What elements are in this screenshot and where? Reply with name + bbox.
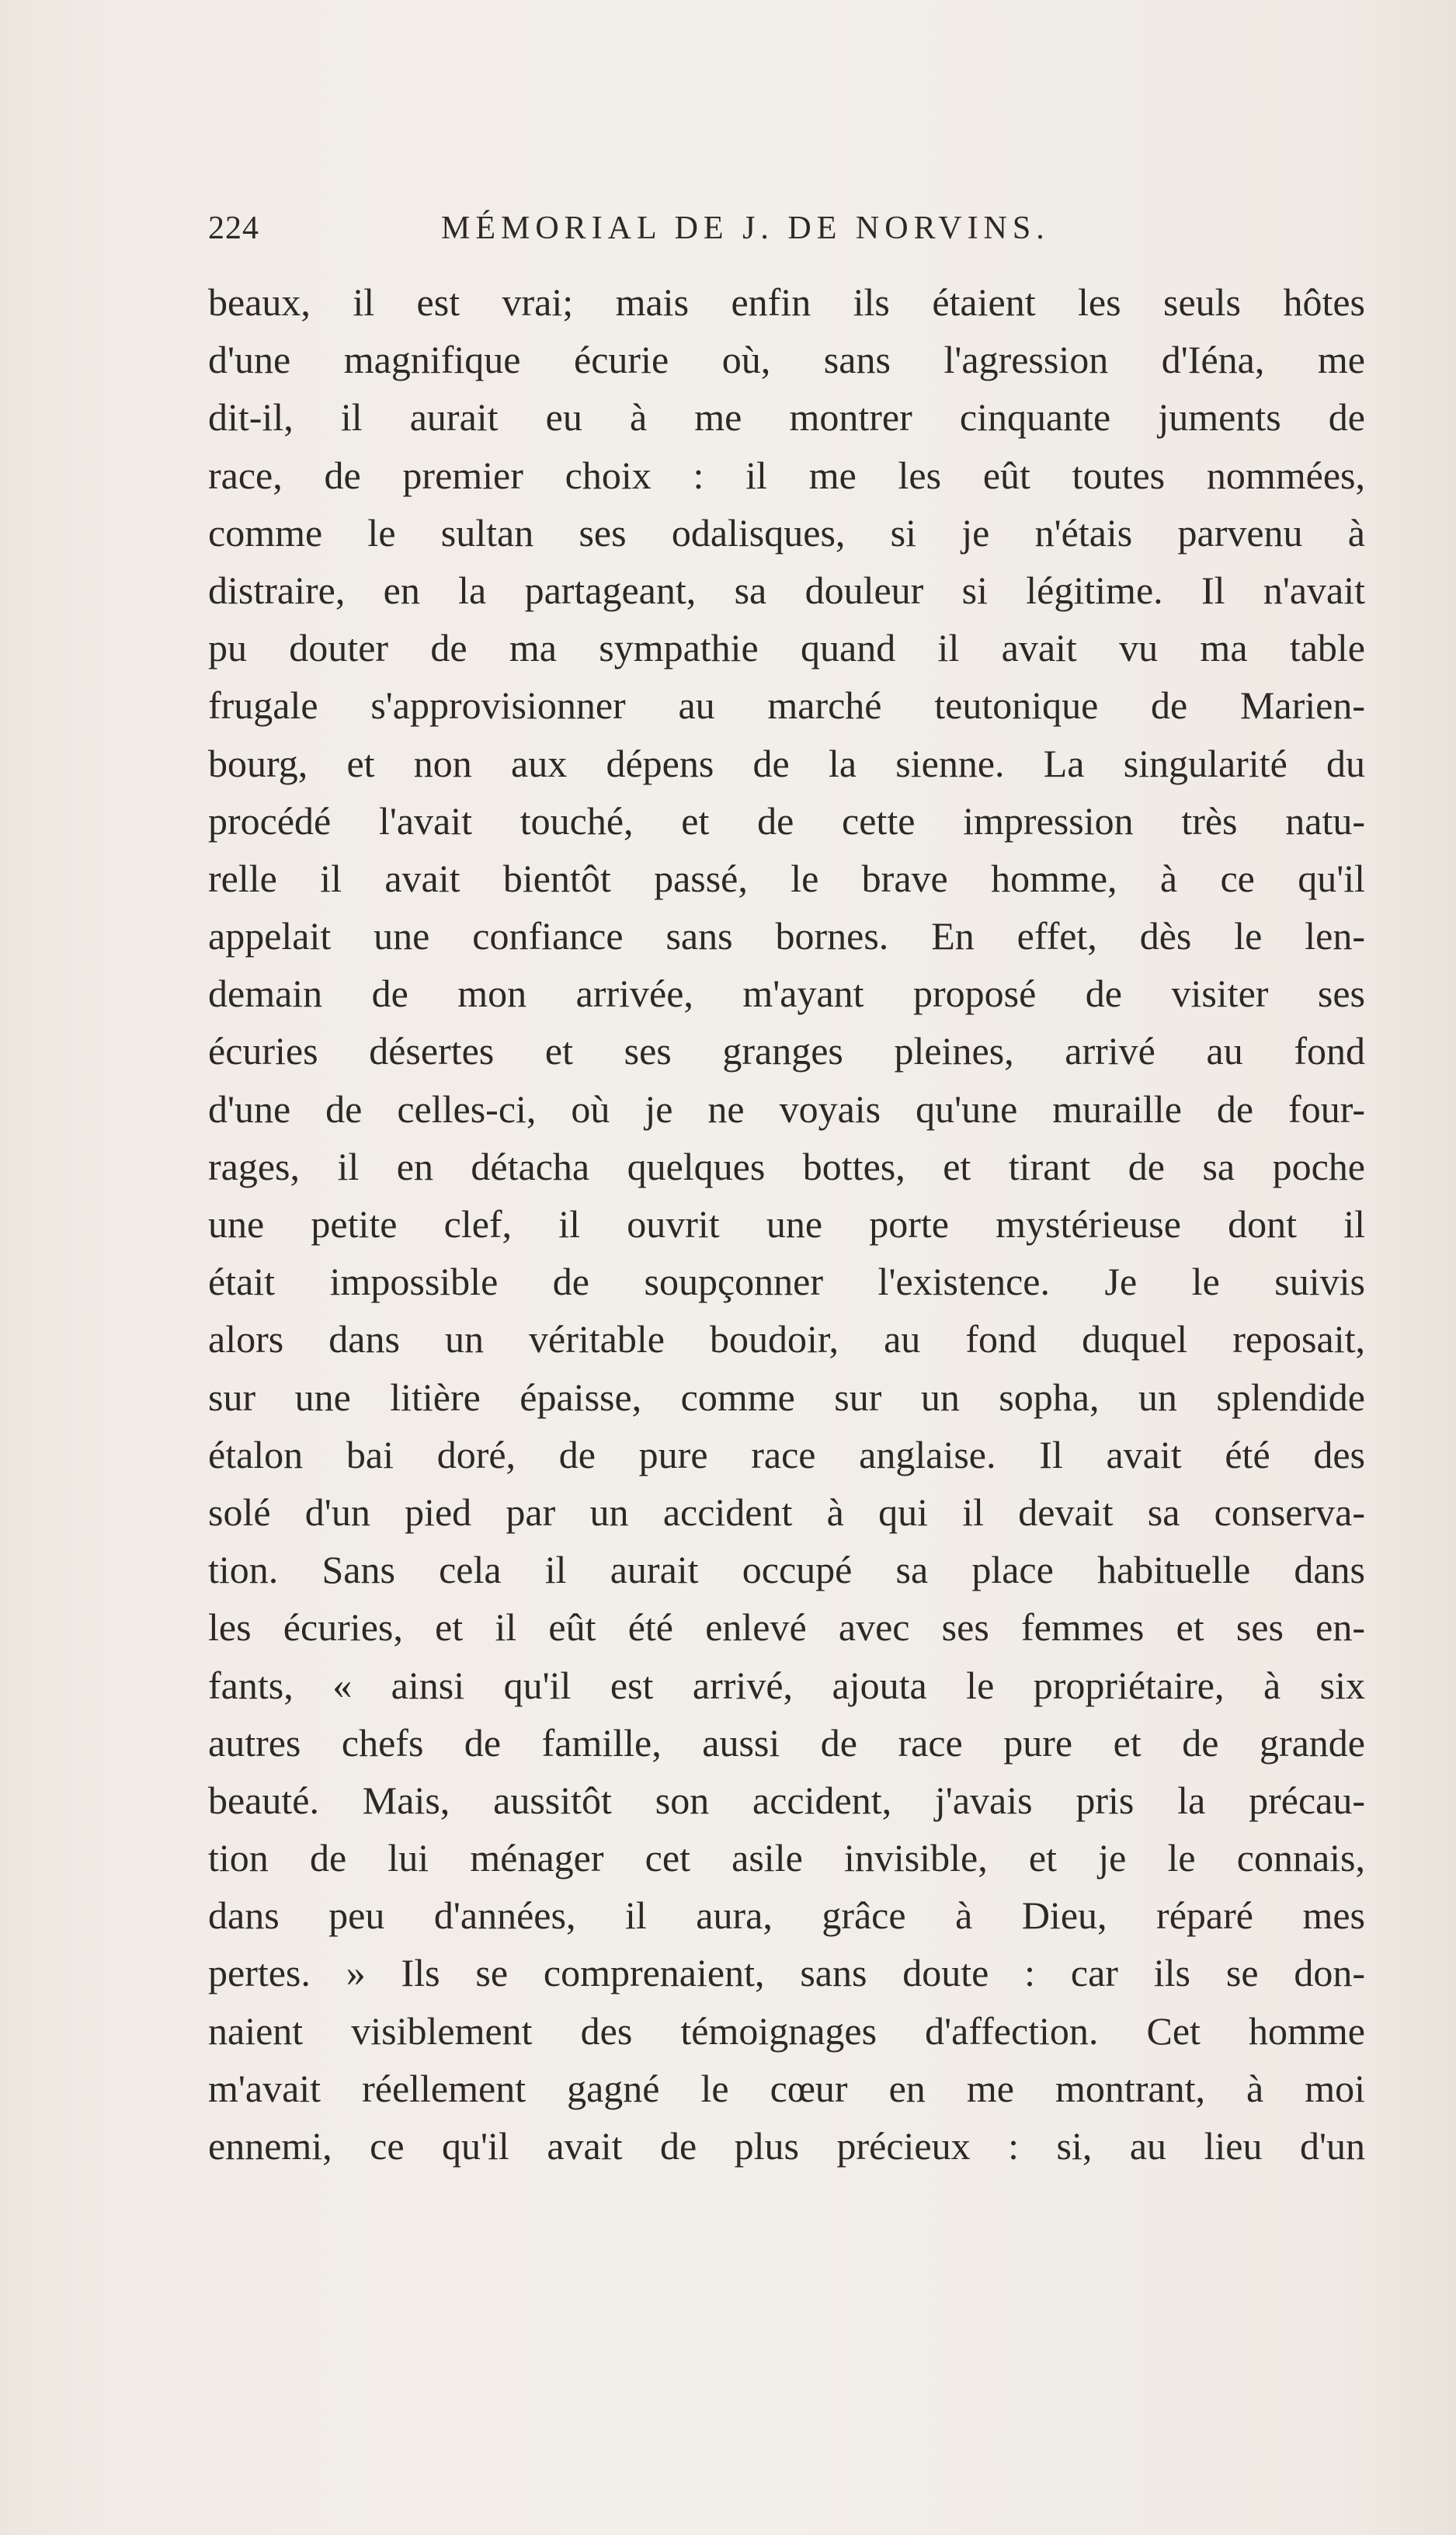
text-line: tion de lui ménager cet asile invisible, et je le connais, [208,1836,1365,1880]
text-line: pertes. » Ils se comprenaient, sans doute : car ils se don- [208,1951,1365,1995]
text-line: une petite clef, il ouvrit une porte mystérieuse dont il [208,1202,1365,1246]
text-line: beauté. Mais, aussitôt son accident, j'avais pris la précau- [208,1778,1365,1822]
text-line: écuries désertes et ses granges pleines, arrivé au fond [208,1029,1365,1073]
text-line: distraire, en la partageant, sa douleur si légitime. Il n'avait [208,568,1365,612]
page-number: 224 [208,210,259,246]
text-line: d'une de celles-ci, où je ne voyais qu'une muraille de four- [208,1087,1365,1131]
text-line: appelait une confiance sans bornes. En effet, dès le len- [208,914,1365,958]
text-line: étalon bai doré, de pure race anglaise. Il avait été des [208,1432,1365,1476]
text-line: dans peu d'années, il aura, grâce à Dieu, réparé mes [208,1893,1365,1938]
text-line: procédé l'avait touché, et de cette impression très natu- [208,798,1365,843]
text-line: rages, il en détacha quelques bottes, et tirant de sa poche [208,1144,1365,1188]
text-line: ennemi, ce qu'il avait de plus précieux : si, au lieu d'un [208,2124,1365,2168]
text-line: autres chefs de famille, aussi de race pure et de grande [208,1720,1365,1765]
running-title: MÉMORIAL DE J. DE NORVINS. [441,210,1050,246]
text-line: bourg, et non aux dépens de la sienne. La singularité du [208,741,1365,785]
text-line: était impossible de soupçonner l'existence. Je le suivis [208,1260,1365,1304]
text-line: pu douter de ma sympathie quand il avait vu ma table [208,626,1365,670]
text-line: frugale s'approvisionner au marché teutonique de Marien- [208,683,1365,728]
text-line: m'avait réellement gagné le cœur en me montrant, à moi [208,2066,1365,2110]
text-line: relle il avait bientôt passé, le brave homme, à ce qu'il [208,856,1365,900]
text-line: les écuries, et il eût été enlevé avec ses femmes et ses en- [208,1605,1365,1650]
text-line: dit-il, il aurait eu à me montrer cinquante juments de [208,395,1365,440]
text-line: sur une litière épaisse, comme sur un sopha, un splendide [208,1375,1365,1419]
running-head [208,203,1365,253]
text-line: tion. Sans cela il aurait occupé sa place habituelle dans [208,1548,1365,1592]
text-line: naient visiblement des témoignages d'affection. Cet homme [208,2008,1365,2053]
text-line: comme le sultan ses odalisques, si je n'étais parvenu à [208,510,1365,555]
text-line: alors dans un véritable boudoir, au fond duquel reposait, [208,1317,1365,1361]
text-line: beaux, il est vrai; mais enfin ils étaient les seuls hôtes [208,280,1365,324]
text-line: demain de mon arrivée, m'ayant proposé de visiter ses [208,972,1365,1016]
text-line: d'une magnifique écurie où, sans l'agression d'Iéna, me [208,338,1365,382]
text-line: solé d'un pied par un accident à qui il devait sa conserva- [208,1490,1365,1534]
body-text [208,273,1365,2175]
text-line: race, de premier choix : il me les eût toutes nommées, [208,453,1365,497]
text-line: fants, « ainsi qu'il est arrivé, ajouta le propriétaire, à six [208,1663,1365,1707]
